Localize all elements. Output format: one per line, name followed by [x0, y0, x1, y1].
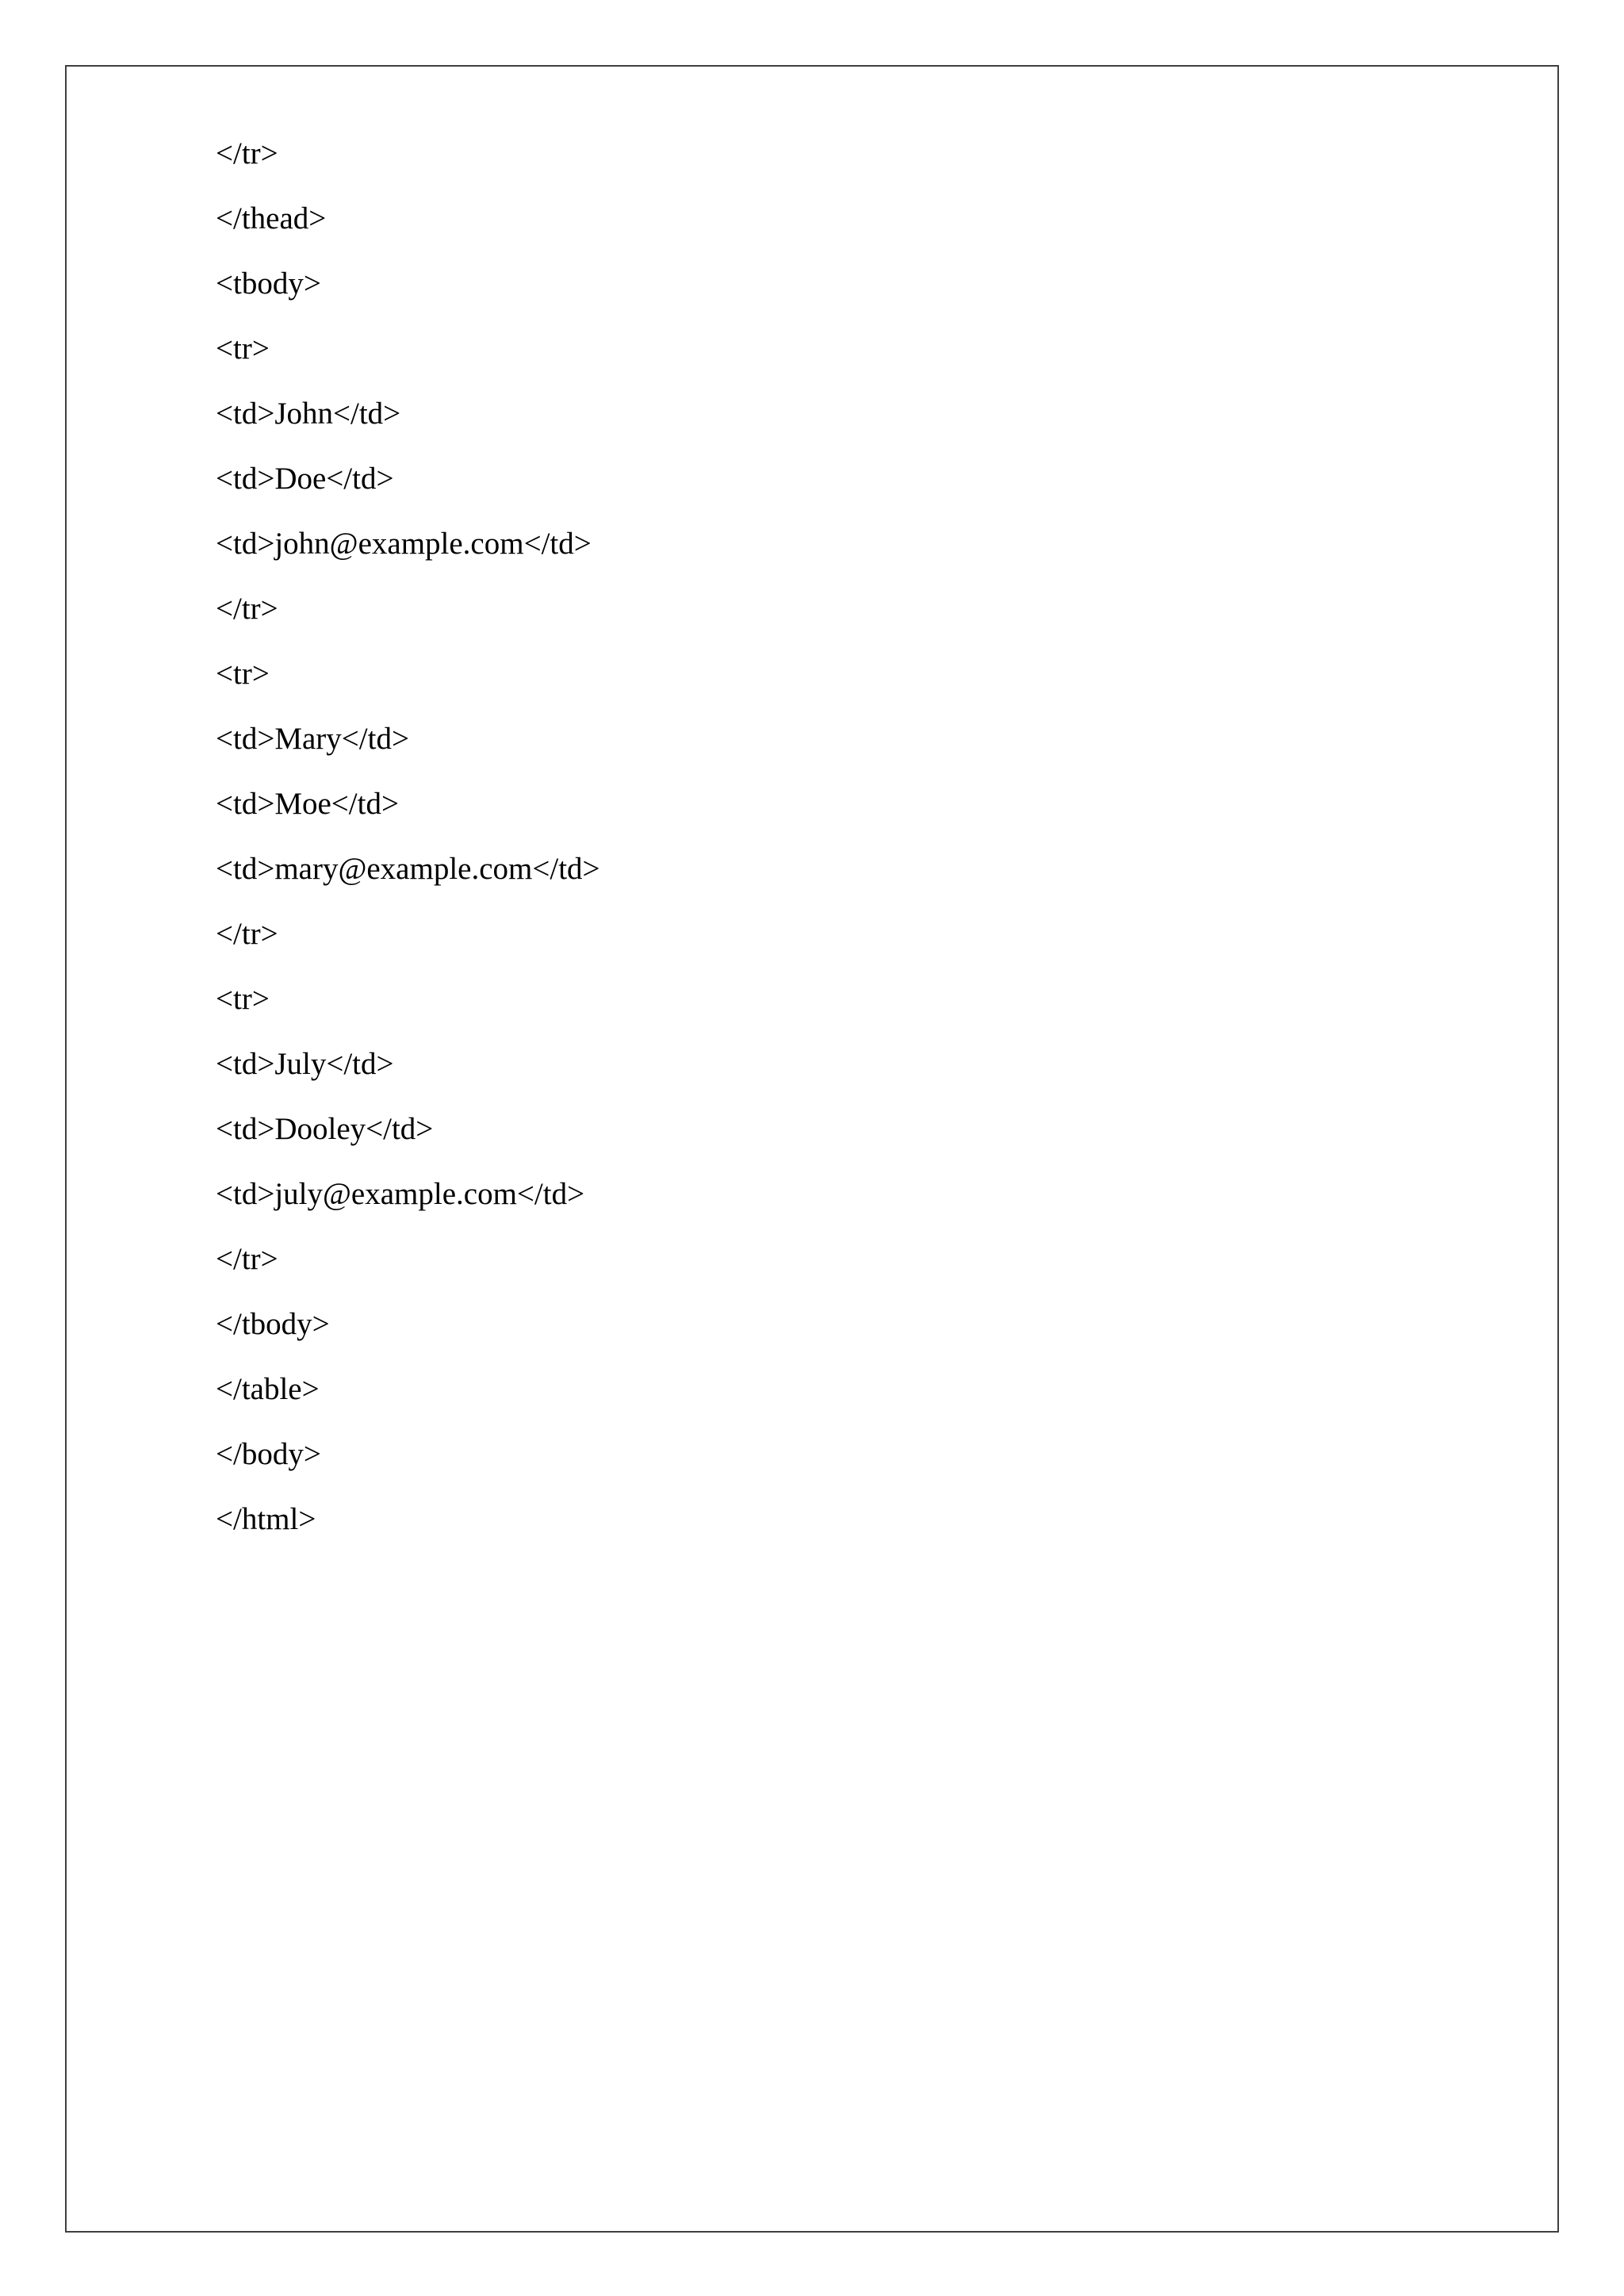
code-line: <td>july@example.com</td> [216, 1177, 585, 1211]
code-line: </tr> [216, 1242, 278, 1276]
code-line: <td>mary@example.com</td> [216, 852, 600, 886]
code-line: <tr> [216, 332, 270, 366]
code-line: <td>Moe</td> [216, 787, 399, 821]
code-line: <td>John</td> [216, 397, 401, 431]
code-line: </html> [216, 1502, 316, 1536]
code-line: </body> [216, 1437, 321, 1471]
code-line: <td>Mary</td> [216, 722, 409, 756]
code-line: </tr> [216, 592, 278, 626]
code-listing [216, 135, 600, 1566]
code-line: </thead> [216, 201, 327, 236]
code-line: </table> [216, 1372, 320, 1406]
code-line: <tr> [216, 982, 270, 1016]
code-line: </tbody> [216, 1307, 330, 1341]
code-line: <td>July</td> [216, 1047, 394, 1081]
code-line: <td>Doe</td> [216, 462, 394, 496]
code-line: </tr> [216, 917, 278, 951]
code-line: <td>Dooley</td> [216, 1112, 434, 1146]
code-line: <td>john@example.com</td> [216, 527, 592, 561]
code-line: <tbody> [216, 266, 321, 301]
code-line: <tr> [216, 657, 270, 691]
code-line: </tr> [216, 136, 278, 171]
